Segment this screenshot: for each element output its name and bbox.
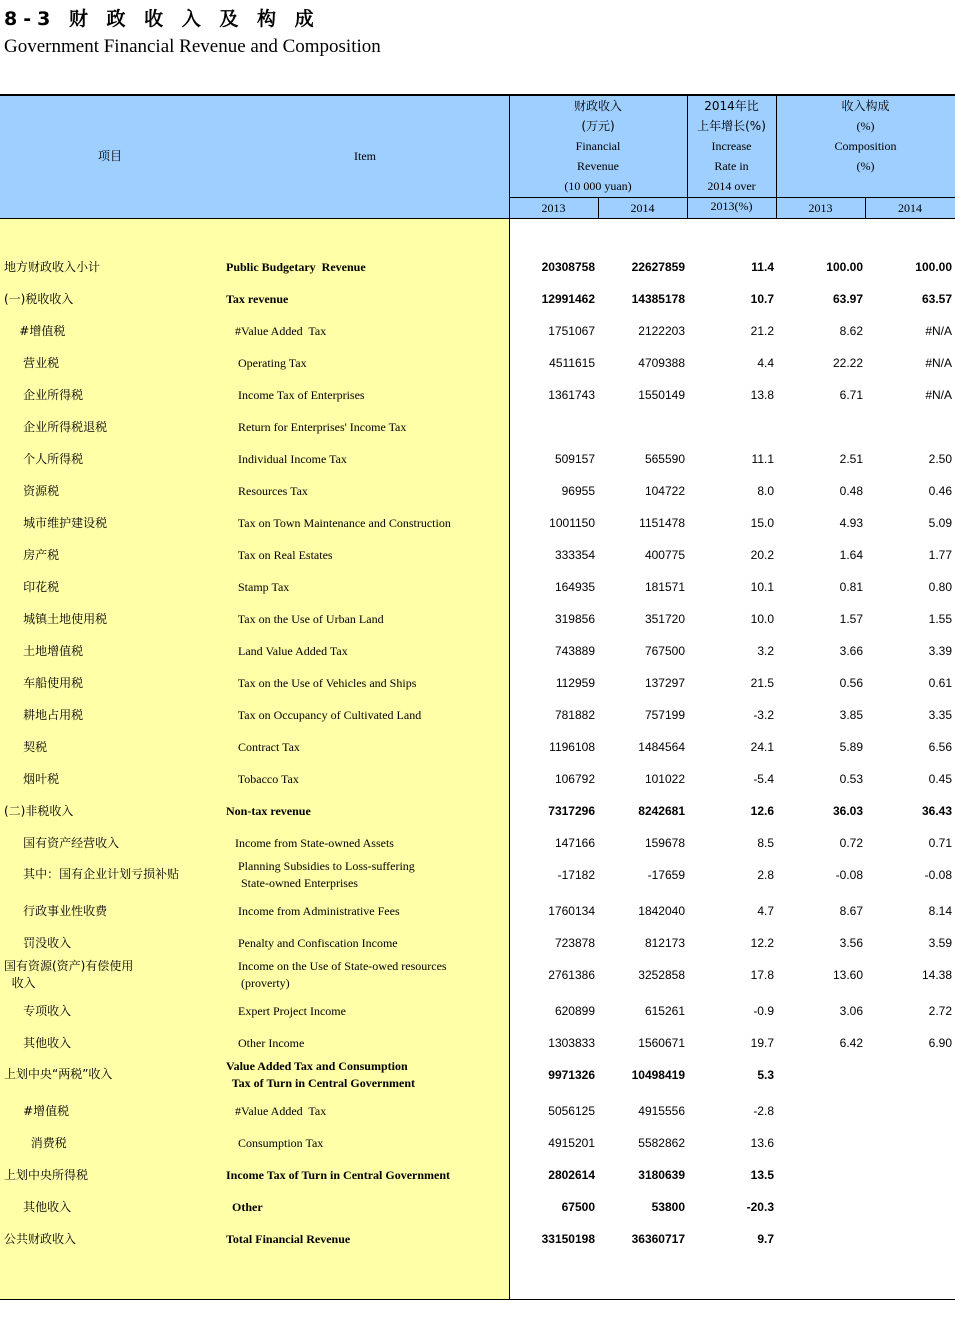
value-cell: 53800 xyxy=(651,1200,685,1214)
value-cell: 2761386 xyxy=(548,968,595,982)
value-cell: 24.1 xyxy=(750,740,774,754)
value-cell: 20.2 xyxy=(750,548,774,562)
value-cell: #N/A xyxy=(925,324,952,338)
value-cell: 8.14 xyxy=(928,904,952,918)
table-row xyxy=(0,707,955,723)
value-cell: 0.80 xyxy=(928,580,952,594)
table-row xyxy=(0,355,955,371)
table-header xyxy=(0,94,955,219)
value-cell: 0.48 xyxy=(839,484,863,498)
table-row xyxy=(0,1231,955,1247)
value-cell: 1560671 xyxy=(638,1036,685,1050)
value-cell: -0.9 xyxy=(753,1004,774,1018)
value-cell: 4709388 xyxy=(638,356,685,370)
value-cell: 2.8 xyxy=(757,868,774,882)
value-cell: 63.57 xyxy=(921,292,952,306)
value-cell: 4.93 xyxy=(839,516,863,530)
value-cell: 2.50 xyxy=(928,452,952,466)
value-cell: -20.3 xyxy=(746,1200,774,1214)
value-cell: 5056125 xyxy=(548,1104,595,1118)
item-cn: 其他收入 xyxy=(4,1200,72,1214)
value-cell: 3.56 xyxy=(839,936,863,950)
item-cn: 上划中央所得税 xyxy=(4,1168,89,1182)
value-cell: -3.2 xyxy=(753,708,774,722)
table-row xyxy=(0,291,955,307)
value-cell: 3.35 xyxy=(928,708,952,722)
value-cell: 743889 xyxy=(554,644,595,658)
item-cn: 国有资产经营收入 xyxy=(4,836,120,850)
value-cell: #N/A xyxy=(925,356,952,370)
value-cell: 8.5 xyxy=(757,836,774,850)
table-row xyxy=(0,1058,955,1092)
value-cell: 22.22 xyxy=(832,356,863,370)
value-cell: 10.1 xyxy=(750,580,774,594)
item-en: #Value Added Tax xyxy=(226,324,327,338)
item-cn: 地方财政收入小计 xyxy=(4,260,101,274)
item-en: Resources Tax xyxy=(226,484,308,498)
value-cell: 164935 xyxy=(554,580,595,594)
value-cell: -0.08 xyxy=(924,868,952,882)
value-cell: 14385178 xyxy=(631,292,685,306)
item-en: Income from Administrative Fees xyxy=(226,904,400,918)
value-cell: 3252858 xyxy=(638,968,685,982)
growth-en4: 2013(%) xyxy=(710,199,753,213)
value-cell: 137297 xyxy=(644,676,685,690)
value-cell: 2.72 xyxy=(928,1004,952,1018)
table-row xyxy=(0,483,955,499)
value-cell: 8242681 xyxy=(638,804,685,818)
table-row xyxy=(0,858,955,892)
value-cell: 0.71 xyxy=(928,836,952,850)
value-cell: 6.56 xyxy=(928,740,952,754)
item-en: Tax revenue xyxy=(226,292,289,306)
item-en: Total Financial Revenue xyxy=(226,1232,351,1246)
item-cn: 消费税 xyxy=(4,1136,67,1150)
value-cell: 3.85 xyxy=(839,708,863,722)
item-cn: 城市维护建设税 xyxy=(4,516,108,530)
value-cell: 20308758 xyxy=(541,260,595,274)
value-cell: 1484564 xyxy=(638,740,685,754)
value-cell: 1151478 xyxy=(639,516,685,530)
value-cell: 5.09 xyxy=(928,516,952,530)
table-row xyxy=(0,1035,955,1051)
item-en: Non-tax revenue xyxy=(226,804,311,818)
value-cell: 1.64 xyxy=(839,548,863,562)
table-row xyxy=(0,1199,955,1215)
item-cn: 营业税 xyxy=(4,356,60,370)
table-body xyxy=(0,219,955,1300)
value-cell: 3.2 xyxy=(757,644,774,658)
value-cell: 2122203 xyxy=(638,324,685,338)
table-row xyxy=(0,451,955,467)
table-row xyxy=(0,1103,955,1119)
value-cell: 101022 xyxy=(644,772,685,786)
item-en: Income Tax of Enterprises xyxy=(226,388,365,402)
table-row xyxy=(0,739,955,755)
item-en: Value Added Tax and Consumption Tax of Turn in Central Government xyxy=(226,1059,416,1090)
value-cell: 10.0 xyxy=(750,612,774,626)
table-row xyxy=(0,515,955,531)
value-cell: 1.57 xyxy=(839,612,863,626)
value-cell: 615261 xyxy=(644,1004,685,1018)
item-en: Stamp Tax xyxy=(226,580,290,594)
growth-en1: Increase xyxy=(711,139,752,153)
value-cell: 10498419 xyxy=(631,1068,685,1082)
value-cell: 1751067 xyxy=(548,324,595,338)
item-cn: 公共财政收入 xyxy=(4,1232,77,1246)
year-2013-revenue: 2013 xyxy=(541,201,566,215)
table-row xyxy=(0,547,955,563)
value-cell: 620899 xyxy=(554,1004,595,1018)
value-cell: 36360717 xyxy=(631,1232,685,1246)
value-cell: 1001150 xyxy=(549,516,595,530)
value-cell: 1361743 xyxy=(548,388,595,402)
item-cn: (二)非税收入 xyxy=(4,804,74,818)
value-cell: 21.2 xyxy=(750,324,774,338)
value-cell: 159678 xyxy=(644,836,685,850)
value-cell: 67500 xyxy=(561,1200,595,1214)
table-row xyxy=(0,1167,955,1183)
item-cn: 资源税 xyxy=(4,484,60,498)
value-cell: 104722 xyxy=(644,484,685,498)
item-en: Tax on Occupancy of Cultivated Land xyxy=(226,708,422,722)
value-cell: 63.97 xyxy=(832,292,863,306)
value-cell: 757199 xyxy=(644,708,685,722)
item-en: Tax on Town Maintenance and Construction xyxy=(226,516,451,530)
table-row xyxy=(0,835,955,851)
value-cell: 0.45 xyxy=(928,772,952,786)
value-cell: 11.1 xyxy=(751,452,774,466)
item-cn: 契税 xyxy=(4,740,48,754)
item-en: Public Budgetary Revenue xyxy=(226,260,366,274)
item-en: Tax on Real Estates xyxy=(226,548,333,562)
table-row xyxy=(0,803,955,819)
item-cn: 个人所得税 xyxy=(4,452,84,466)
value-cell: 2.51 xyxy=(839,452,863,466)
value-cell: 13.60 xyxy=(832,968,863,982)
value-cell: 1550149 xyxy=(638,388,685,402)
item-en: Other Income xyxy=(226,1036,305,1050)
table-row xyxy=(0,259,955,275)
value-cell: 4915556 xyxy=(638,1104,685,1118)
item-cn: 企业所得税退税 xyxy=(4,420,108,434)
item-en: #Value Added Tax xyxy=(226,1104,327,1118)
value-cell: 0.61 xyxy=(928,676,952,690)
item-en: Other xyxy=(226,1200,263,1214)
value-cell: 100.00 xyxy=(915,260,952,274)
value-cell: 1760134 xyxy=(548,904,595,918)
revenue-cn-header: 财政收入 xyxy=(573,99,622,113)
value-cell: 565590 xyxy=(644,452,685,466)
value-cell: 4915201 xyxy=(548,1136,595,1150)
value-cell: 7317296 xyxy=(548,804,595,818)
value-cell: 400775 xyxy=(644,548,685,562)
value-cell: 8.0 xyxy=(757,484,774,498)
value-cell: 6.42 xyxy=(839,1036,863,1050)
item-cn: 行政事业性收费 xyxy=(4,904,108,918)
table-row xyxy=(0,1135,955,1151)
value-cell: 3.39 xyxy=(928,644,952,658)
item-cn: #增值税 xyxy=(4,1104,70,1118)
table-row xyxy=(0,611,955,627)
growth-en2: Rate in xyxy=(714,159,749,173)
value-cell: 9.7 xyxy=(757,1232,774,1246)
value-cell: 15.0 xyxy=(750,516,774,530)
value-cell: 14.38 xyxy=(921,968,952,982)
value-cell: #N/A xyxy=(925,388,952,402)
item-en: Return for Enterprises' Income Tax xyxy=(226,420,407,434)
value-cell: 0.81 xyxy=(839,580,863,594)
item-cn: 其他收入 xyxy=(4,1036,72,1050)
value-cell: 8.62 xyxy=(839,324,863,338)
comp-unit2: (%) xyxy=(856,159,875,173)
value-cell: 1.77 xyxy=(928,548,952,562)
table-row xyxy=(0,323,955,339)
value-cell: 1196108 xyxy=(549,740,595,754)
item-en: Land Value Added Tax xyxy=(226,644,348,658)
value-cell: 21.5 xyxy=(750,676,774,690)
item-en: Tax on the Use of Urban Land xyxy=(226,612,384,626)
table-row xyxy=(0,387,955,403)
value-cell: 106792 xyxy=(554,772,595,786)
value-cell: -17659 xyxy=(647,868,685,882)
item-cn: 其中：国有企业计划亏损补贴 xyxy=(4,867,180,881)
value-cell: 6.71 xyxy=(839,388,863,402)
year-2014-revenue: 2014 xyxy=(630,201,655,215)
comp-en-header: Composition xyxy=(834,139,897,153)
value-cell: 319856 xyxy=(554,612,595,626)
item-cn: 烟叶税 xyxy=(4,772,60,786)
value-cell: 767500 xyxy=(644,644,685,658)
revenue-unit-cn: (万元) xyxy=(581,119,615,133)
value-cell: 12.2 xyxy=(750,936,774,950)
value-cell: 22627859 xyxy=(631,260,685,274)
value-cell: 4511615 xyxy=(549,356,595,370)
value-cell: 1.55 xyxy=(928,612,952,626)
value-cell: -17182 xyxy=(557,868,595,882)
item-cn: 企业所得税 xyxy=(4,388,84,402)
year-2014-comp: 2014 xyxy=(898,201,922,215)
value-cell: 9971326 xyxy=(548,1068,595,1082)
value-cell: -5.4 xyxy=(753,772,774,786)
value-cell: 509157 xyxy=(554,452,595,466)
item-en: Contract Tax xyxy=(226,740,300,754)
item-cn: 城镇土地使用税 xyxy=(4,612,108,626)
comp-unit1: (%) xyxy=(856,119,875,133)
value-cell: 812173 xyxy=(644,936,685,950)
revenue-table xyxy=(0,94,955,1300)
table-row xyxy=(0,771,955,787)
value-cell: 147166 xyxy=(554,836,595,850)
growth-cn2: 上年增长(%) xyxy=(697,119,766,133)
table-row xyxy=(0,419,955,435)
value-cell: 12991462 xyxy=(541,292,595,306)
value-cell: 5.89 xyxy=(839,740,863,754)
value-cell: 1303833 xyxy=(548,1036,595,1050)
value-cell: 13.8 xyxy=(750,388,774,402)
revenue-en2: Revenue xyxy=(577,159,619,173)
value-cell: 181571 xyxy=(644,580,685,594)
value-cell: 17.8 xyxy=(750,968,774,982)
value-cell: 0.72 xyxy=(839,836,863,850)
item-en: Tax on the Use of Vehicles and Ships xyxy=(226,676,417,690)
value-cell: 723878 xyxy=(554,936,595,950)
year-2013-comp: 2013 xyxy=(808,201,833,215)
value-cell: 333354 xyxy=(554,548,595,562)
value-cell: 351720 xyxy=(644,612,685,626)
value-cell: 2802614 xyxy=(548,1168,595,1182)
value-cell: 3.06 xyxy=(839,1004,863,1018)
item-cn: 专项收入 xyxy=(4,1004,72,1018)
value-cell: 0.56 xyxy=(839,676,863,690)
item-en: Income on the Use of State-owed resources (proverty) xyxy=(238,959,447,990)
item-cn: 罚没收入 xyxy=(4,936,72,950)
item-cn: 印花税 xyxy=(4,580,60,594)
value-cell: 4.7 xyxy=(757,904,774,918)
value-cell: -0.08 xyxy=(835,868,863,882)
item-cn: 国有资源(资产)有偿使用 收入 xyxy=(4,959,134,990)
table-row xyxy=(0,579,955,595)
value-cell: 100.00 xyxy=(826,260,863,274)
value-cell: 36.03 xyxy=(832,804,863,818)
table-title-cn: 8-3 财 政 收 入 及 构 成 xyxy=(4,8,320,30)
item-en: Income from State-owned Assets xyxy=(226,836,394,850)
item-en-header: Item xyxy=(354,149,376,163)
table-row xyxy=(0,958,955,992)
growth-en3: 2014 over xyxy=(707,179,756,193)
value-cell: 0.53 xyxy=(839,772,863,786)
value-cell: 3180639 xyxy=(638,1168,685,1182)
value-cell: 0.46 xyxy=(928,484,952,498)
growth-cn1: 2014年比 xyxy=(704,99,759,113)
value-cell: 4.4 xyxy=(757,356,774,370)
table-row xyxy=(0,903,955,919)
value-cell: 33150198 xyxy=(541,1232,595,1246)
item-cn: 耕地占用税 xyxy=(4,708,84,722)
item-en: Consumption Tax xyxy=(226,1136,324,1150)
item-en: Income Tax of Turn in Central Government xyxy=(226,1168,451,1182)
revenue-unit-en: (10 000 yuan) xyxy=(564,179,632,193)
value-cell: 13.5 xyxy=(750,1168,774,1182)
item-en: Operating Tax xyxy=(226,356,307,370)
table-row xyxy=(0,643,955,659)
value-cell: 12.6 xyxy=(750,804,774,818)
table-title-en: Government Financial Revenue and Composition xyxy=(4,36,381,57)
value-cell: 96955 xyxy=(561,484,595,498)
item-cn: 土地增值税 xyxy=(4,644,84,658)
value-cell: -2.8 xyxy=(753,1104,774,1118)
item-cn: 上划中央“两税”收入 xyxy=(4,1067,113,1081)
value-cell: 19.7 xyxy=(750,1036,774,1050)
item-cn: 房产税 xyxy=(4,548,60,562)
item-en: Expert Project Income xyxy=(226,1004,346,1018)
revenue-en1: Financial xyxy=(575,139,621,153)
item-cn: (一)税收收入 xyxy=(4,292,74,306)
item-en: Planning Subsidies to Loss-suffering State-owned Enterprises xyxy=(238,859,415,890)
value-cell: 5582862 xyxy=(638,1136,685,1150)
item-en: Individual Income Tax xyxy=(226,452,347,466)
value-cell: 781882 xyxy=(554,708,595,722)
item-cn: 车船使用税 xyxy=(4,676,84,690)
value-cell: 11.4 xyxy=(751,260,774,274)
item-cn: #增值税 xyxy=(4,324,66,338)
table-row xyxy=(0,935,955,951)
value-cell: 5.3 xyxy=(757,1068,774,1082)
value-cell: 3.59 xyxy=(928,936,952,950)
value-cell: 8.67 xyxy=(839,904,863,918)
value-cell: 112959 xyxy=(555,676,595,690)
value-cell: 36.43 xyxy=(921,804,952,818)
comp-cn-header: 收入构成 xyxy=(841,99,890,113)
value-cell: 13.6 xyxy=(750,1136,774,1150)
item-en: Penalty and Confiscation Income xyxy=(226,936,398,950)
value-cell: 10.7 xyxy=(750,292,774,306)
value-cell: 6.90 xyxy=(928,1036,952,1050)
value-cell: 1842040 xyxy=(638,904,685,918)
item-en: Tobacco Tax xyxy=(226,772,299,786)
value-cell: 3.66 xyxy=(839,644,863,658)
table-row xyxy=(0,1003,955,1019)
item-cn-header: 项目 xyxy=(97,149,122,163)
table-row xyxy=(0,675,955,691)
